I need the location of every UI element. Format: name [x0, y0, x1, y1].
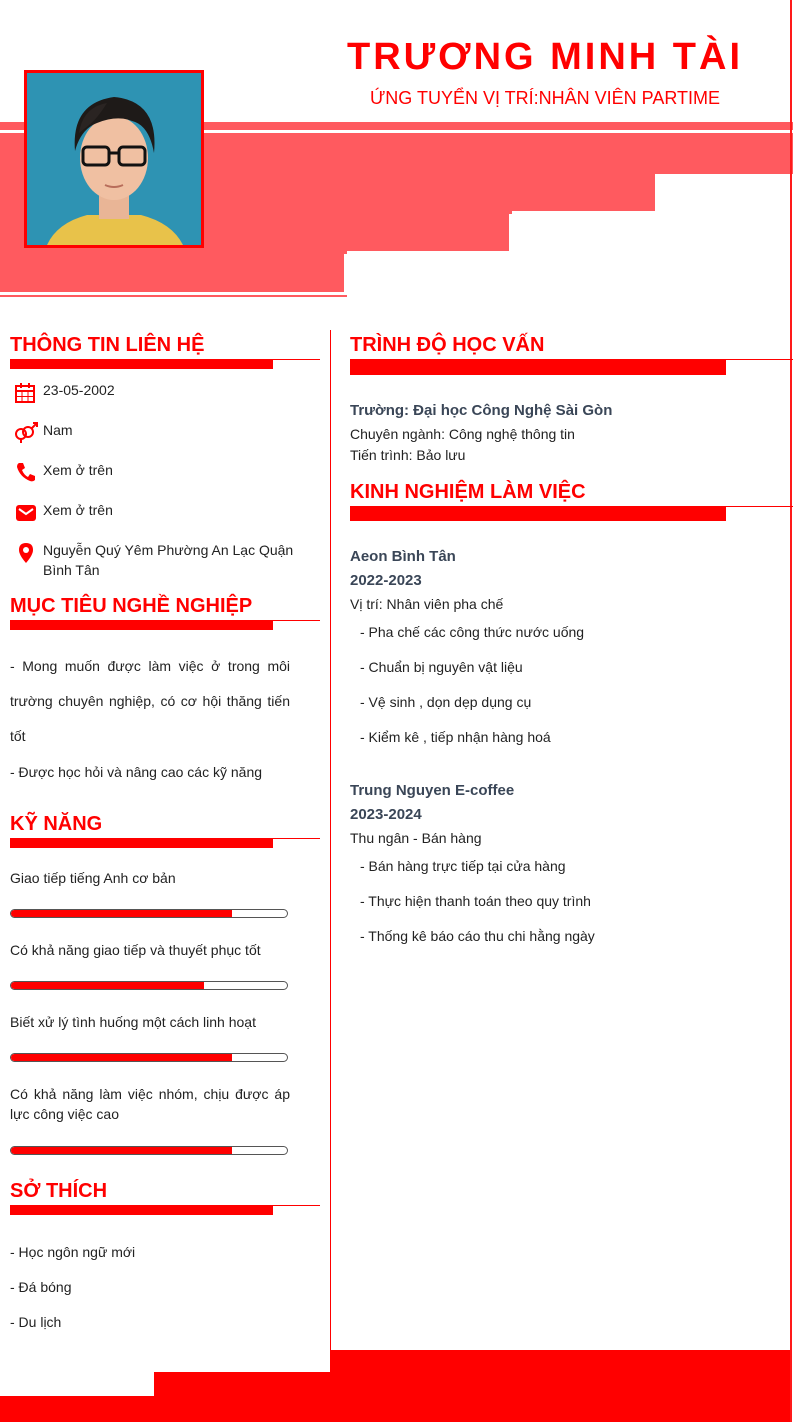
skill-name: Có khả năng làm việc nhóm, chịu được áp lực công việc cao [10, 1086, 290, 1122]
section-underline-bar [350, 360, 726, 375]
skill-level-bar [10, 981, 288, 990]
section-underline-bar [10, 621, 273, 630]
applied-position: ỨNG TUYỂN VỊ TRÍ:NHÂN VIÊN PARTIME [369, 88, 721, 108]
experience-section-title: KINH NGHIỆM LÀM VIỆC [350, 481, 586, 503]
skills-section-title: KỸ NĂNG [10, 813, 103, 835]
education-section-title: TRÌNH ĐỘ HỌC VẤN [350, 334, 545, 356]
contact-birthdate: 23-05-2002 [43, 382, 115, 398]
footer-band [330, 1350, 790, 1422]
skill-level-fill [11, 910, 232, 917]
email-icon [15, 502, 37, 524]
job-task: - Chuẩn bị nguyên vật liệu [360, 659, 523, 675]
skill-name: Biết xử lý tình huống một cách linh hoạt [10, 1014, 256, 1030]
job-task: - Vệ sinh , dọn dẹp dụng cụ [360, 694, 532, 710]
job-role: Vị trí: Nhân viên pha chế [350, 596, 504, 612]
objective-paragraph-1 [10, 649, 290, 754]
job-task: - Bán hàng trực tiếp tại cửa hàng [360, 858, 566, 874]
skill-level-fill [11, 982, 204, 989]
header-white-line [512, 211, 657, 214]
header-white-line [0, 292, 347, 295]
section-underline-bar [10, 360, 273, 369]
skill-level-fill [11, 1147, 232, 1154]
calendar-icon [14, 382, 36, 404]
objective-section-title: MỤC TIÊU NGHỀ NGHIỆP [10, 595, 253, 617]
objective-text-1: - Mong muốn được làm việc ở trong môi trường chuyên nghiệp, có cơ hội thăng tiến tốt [10, 658, 290, 744]
location-icon [15, 542, 37, 564]
job-task: - Thống kê báo cáo thu chi hằng ngày [360, 928, 595, 944]
education-school: Trường: Đại học Công Nghệ Sài Gòn [350, 402, 613, 419]
header-white-line [347, 251, 512, 254]
skill-level-bar [10, 1053, 288, 1062]
profile-photo-image [27, 73, 201, 245]
footer-band [154, 1372, 334, 1422]
header-white-line [657, 177, 793, 180]
hobby-item: - Đá bóng [10, 1279, 72, 1295]
profile-photo [24, 70, 204, 248]
skill-name: Giao tiếp tiếng Anh cơ bản [10, 870, 176, 886]
contact-gender: Nam [43, 422, 73, 438]
header-step-edge [344, 254, 347, 294]
job-years: 2022-2023 [350, 572, 422, 589]
hobby-item: - Du lịch [10, 1314, 62, 1330]
footer-band [0, 1396, 160, 1422]
column-divider [330, 330, 331, 1375]
page-right-border [790, 0, 792, 1422]
contact-email: Xem ở trên [43, 502, 113, 518]
job-company: Aeon Bình Tân [350, 548, 456, 565]
job-task: - Thực hiện thanh toán theo quy trình [360, 893, 591, 909]
job-task: - Pha chế các công thức nước uống [360, 624, 585, 640]
skill-level-fill [11, 1054, 232, 1061]
skill-level-bar [10, 909, 288, 918]
contact-address: Nguyễn Quý Yêm Phường An Lạc Quận Bình Tân [43, 542, 294, 578]
header-step-edge [655, 174, 658, 214]
section-underline-bar [10, 1206, 273, 1215]
job-years: 2023-2024 [350, 806, 422, 823]
education-progress: Tiến trình: Bảo lưu [350, 447, 466, 463]
hobby-item: - Học ngôn ngữ mới [10, 1244, 136, 1260]
contact-phone: Xem ở trên [43, 462, 113, 478]
gender-icon [13, 421, 39, 443]
objective-paragraph-2: - Được học hỏi và nâng cao các kỹ năng [10, 764, 263, 780]
header-band-step3 [0, 254, 347, 297]
phone-icon [15, 461, 37, 483]
education-major: Chuyên ngành: Công nghệ thông tin [350, 426, 575, 442]
candidate-name: TRƯƠNG MINH TÀI [346, 36, 744, 78]
section-underline-bar [10, 839, 273, 848]
job-task: - Kiểm kê , tiếp nhận hàng hoá [360, 729, 551, 745]
job-role: Thu ngân - Bán hàng [350, 830, 482, 846]
skill-name: Có khả năng giao tiếp và thuyết phục tốt [10, 942, 261, 958]
skill-level-bar [10, 1146, 288, 1155]
job-company: Trung Nguyen E-coffee [350, 782, 515, 799]
hobbies-section-title: SỞ THÍCH [10, 1180, 108, 1202]
header-step-edge [509, 214, 512, 254]
contact-section-title: THÔNG TIN LIÊN HỆ [10, 334, 205, 356]
section-underline-bar [350, 507, 726, 521]
